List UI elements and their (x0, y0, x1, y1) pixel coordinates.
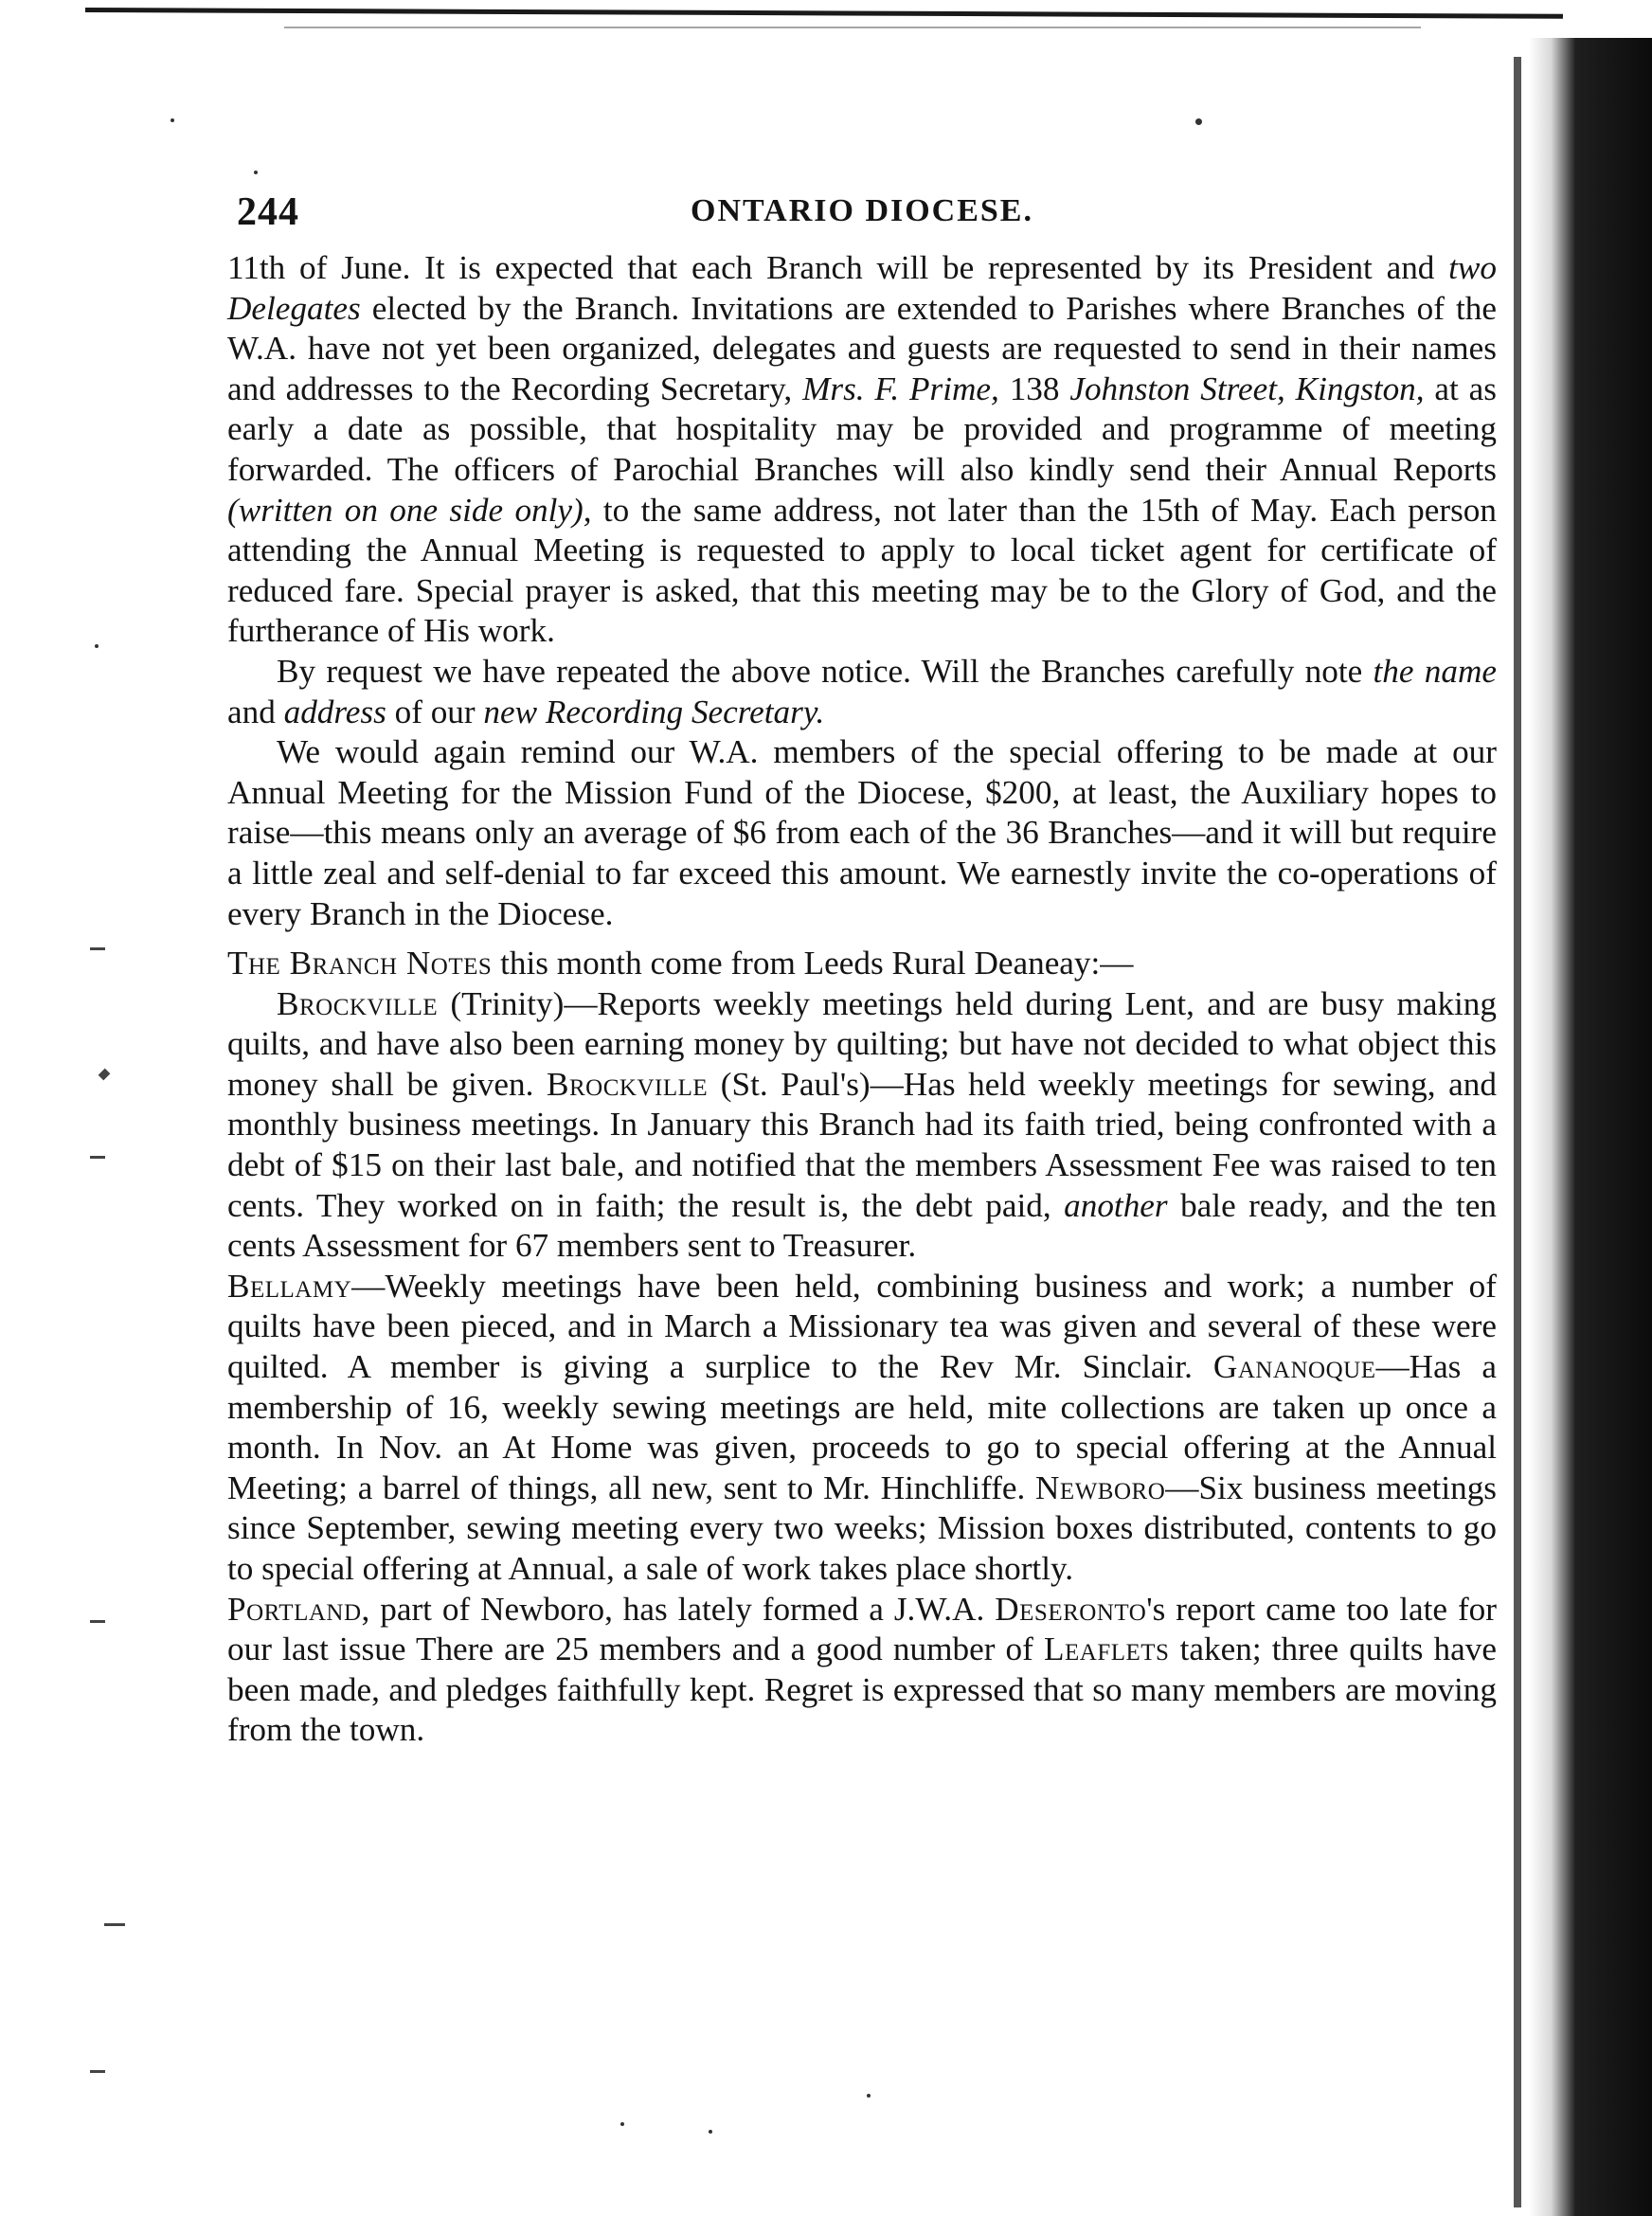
paragraph (227, 944, 1497, 984)
italic-run: two Delegates (227, 249, 1497, 327)
top-rule (85, 8, 1563, 19)
speck (90, 1156, 105, 1159)
text-run: at as early a date as possible, that hospitality may be provided and programme of meeting forwarded. The officers of Parochial Branches will also kindly send their Annual Reports (227, 369, 1497, 488)
text-run: bale ready, and the ten cents Assessment for 67 members sent to Treasurer. (227, 1186, 1498, 1265)
text-run: and (227, 693, 284, 730)
speck (620, 2122, 624, 2126)
text-run: (St. Paul's)—Has held weekly meetings for sewing, and monthly business meetings. In January this Branch had its faith tried, being confronted with a debt of $15 on their last bale, and notified that the members Assessment Fee was raised to ten cents. They worked on in faith; the result is, the debt paid, (227, 1065, 1497, 1224)
text-run: —Six business meetings since September, sewing meeting every two weeks; Mission boxes distributed, contents to go to special offering at Annual, a sale of work takes place shortly. (227, 1468, 1497, 1587)
text-run: 's report came too late for our last issue There are 25 members and a good number of (227, 1590, 1497, 1668)
text-run: 11th of June. It is expected that each Branch will be represented by its President and (227, 249, 1449, 286)
italic-run: another (1064, 1186, 1168, 1224)
speck (90, 1620, 105, 1623)
speck (867, 2094, 871, 2098)
text-run: We would again remind our W.A. members of the special offering to be made at our Annual Meeting for the Mission Fund of the Diocese, $200, at least, the Auxiliary hopes to raise—this means only an average of $6 from each of the 36 Branches—and it will but require a little zeal and self-denial to far exceed this amount. We earnestly invite the co-operations of every Branch in the Diocese. (227, 733, 1497, 932)
small-caps-run: Leaflets (1044, 1630, 1170, 1668)
paragraph (227, 732, 1497, 934)
top-rule-faint (284, 27, 1421, 28)
small-caps-run: Gananoque (1212, 1348, 1376, 1386)
text-run: of our (386, 693, 484, 730)
running-head: ONTARIO DIOCESE. (691, 193, 1033, 228)
binding-shadow (1529, 38, 1652, 2216)
speck (104, 1923, 125, 1926)
text-run: this month come from Leeds Rural Deaneay:— (492, 945, 1134, 982)
small-caps-run: The Branch Notes (227, 945, 493, 982)
text-run: By request we have repeated the above notice. Will the Branches carefully note (277, 652, 1374, 690)
speck (95, 644, 99, 648)
small-caps-run: Newboro (1035, 1468, 1166, 1506)
speck (709, 2130, 712, 2134)
speck (171, 118, 174, 122)
paragraph (227, 1267, 1497, 1590)
italic-run: new Recording Secretary. (483, 693, 825, 730)
speck (254, 171, 258, 174)
small-caps-run: Deseronto (995, 1590, 1147, 1628)
speck (1195, 118, 1202, 125)
italic-run: Mrs. F. Prime, (802, 369, 999, 407)
speck (99, 1069, 111, 1081)
text-run: to the same address, not later than the 15th of May. Each person attending the Annual Meeting is requested to apply to local ticket agent for certificate of reduced fare. Special prayer is asked, that this meeting may be to the Glory of God, and the furtherance of His work. (227, 491, 1497, 650)
spacer (227, 934, 1497, 944)
italic-run: the name (1373, 652, 1497, 690)
text-run: (Trinity)—Reports weekly meetings held during Lent, and are busy making quilts, and have also been earning money by quilting; but have not decided to what object this money shall be given. (227, 984, 1497, 1103)
small-caps-run: Brockville (547, 1065, 709, 1103)
text-run: elected by the Branch. Invitations are extended to Parishes where Branches of the W.A. have not yet been organized, delegates and guests are requested to send in their names and addresses to the Recording Secretary, (227, 289, 1497, 407)
italic-run: address (283, 693, 386, 730)
paragraph (227, 652, 1497, 732)
paragraph (227, 984, 1497, 1267)
italic-run: Johnston Street, Kingston, (1069, 369, 1425, 407)
text-run: 138 (998, 369, 1070, 407)
italic-run: (written on one side only), (227, 491, 592, 529)
speck (90, 2070, 105, 2073)
text-run: taken; three quilts have been made, and pledges faithfully kept. Regret is expressed that so many members are moving from the town. (227, 1630, 1497, 1749)
text-run: , part of Newboro, has lately formed a J.W.A. (361, 1590, 996, 1628)
small-caps-run: Brockville (277, 984, 439, 1022)
body-text (227, 248, 1497, 1751)
paragraph (227, 1590, 1497, 1751)
speck (90, 947, 105, 950)
text-run: —Weekly meetings have been held, combining business and work; a number of quilts have been pieced, and in March a Missionary tea was given and several of these were quilted. A member is giving a surplice to the Rev Mr. Sinclair. (227, 1267, 1497, 1386)
text-run: —Has a membership of 16, weekly sewing meetings are held, mite collections are taken up once a month. In Nov. an At Home was given, proceeds to go to special offering at the Annual Meeting; a barrel of things, all new, sent to Mr. Hinchliffe. (227, 1348, 1497, 1506)
paragraph (227, 248, 1497, 652)
page-number: 244 (237, 190, 299, 234)
small-caps-run: Bellamy (227, 1267, 352, 1305)
small-caps-run: Portland (227, 1590, 362, 1628)
page (227, 189, 1497, 1751)
binding-edge (1514, 57, 1521, 2207)
page-header (227, 189, 1497, 248)
